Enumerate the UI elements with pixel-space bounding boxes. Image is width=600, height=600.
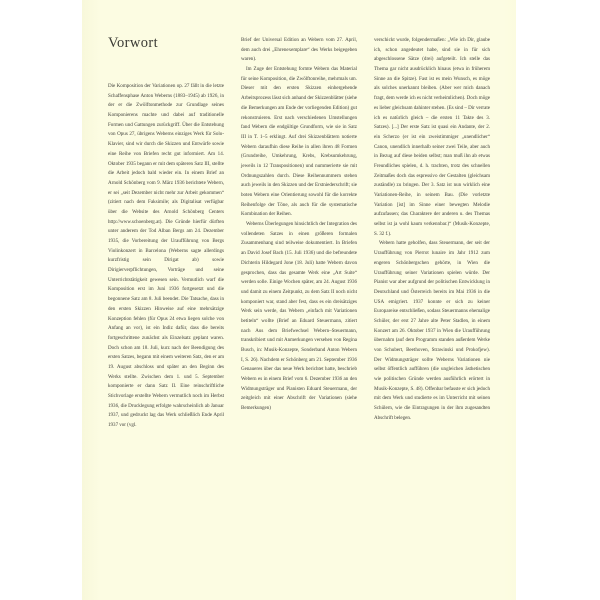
paragraph: Die Komposition der Variationen op. 27 fällt in die letzte Schaffensphase Anton Weberns (1883–1945) ab 1926, in der er die Zwölftonmethode zur Grundlage seines Komponierens machte und dabei auf traditionelle Formen und Gattungen zurückgriff. Über die Entstehung von Opus 27, übrigens Weberns einziges Werk für Solo-Klavier, sind wir durch die Skizzen und Entwürfe sowie eine Reihe von Briefen recht gut informiert. Am 14. Oktober 1935 begann er mit dem späteren Satz III, stellte die Arbeit jedoch bald wieder ein. In einem Brief an Arnold Schönberg vom 9. März 1936 berichtete Webern, er sei „seit Dezember nicht mehr zur Arbeit gekommen“ (zitiert nach dem Faksimile; als Digitalisat verfügbar über die Website des Arnold Schönberg Centers http://www.schoenberg.at). Die Gründe hierfür dürften unter anderem der Tod Alban Bergs am 24. Dezember 1935, die Vorbereitung der Uraufführung von Bergs Violinkonzert in Barcelona (Weberns sagte allerdings kurzfristig sein Dirigat ab) sowie Dirigierverpflichtungen, Vorträge und seine Unterrichtstätigkeit gewesen sein. Vermutlich warf die Komposition erst im Juni 1936 fortgesetzt und die begonnene Satz am 8. Juli beendet. Die Tatsache, dass in den ersten Skizzen Hinweise auf eine mehrsätzige Konzeption fehlen (für Opus 24 etwa liegen solche von Anfang an vor), ist ein Indiz dafür, dass die bereits fortgeschrittene zunächst als Einzelsatz geplant waren. Doch schon am 18. Juli, kurz nach der Beendigung des ersten Satzes, begann mit einem weiteren Satz, den er am 19. August abschloss und später an den Beginn des Werks stellte. Zwischen dem 1. und 5. September komponierte er dann Satz II. Eine reinschriftliche Stichvorlage erstellte Webern vermutlich noch im Herbst 1936, die Drucklegung erfolgte wahrscheinlich ab Januar 1937, und gedruckt lag das Werk schließlich Ende April 1937 vor (vgl. xyxy=(108,83,224,429)
paper-edge-shading-right xyxy=(502,0,516,600)
text-column-1 xyxy=(108,82,224,431)
paragraph: Im Zuge der Entstehung formte Webern das Material für seine Komposition, die Zwölftonreihe, mehrmals um. Dieser mit den ersten Skizzen einhergehende Arbeitsprozess lässt sich anhand der Skizzenblätter (siehe die Bemerkungen am Ende der vorliegenden Edition) gut rekonstruieren. Erst nach verschiedenen Umstellungen fand Webern die endgültige Grundform, wie sie in Satz III in T. 1–5 erklingt. Auf drei Skizzenblättern notierte Webern daraufhin diese Reihe in allen ihren 48 Formen (Grundreihe, Umkehrung, Krebs, Krebsumkehrung, jeweils in 12 Transpositionen) und nummerierte sie mit Ordnungszahlen durch. Diese Reihennummern stehen auch jeweils in den Skizzen und der Erstniederschrift; sie boten Webern eine Orientierung sowohl für die korrekte Reihenfolge der Töne, als auch für die systematische Kombination der Reihen. xyxy=(241,66,358,218)
page-content-area xyxy=(108,36,490,546)
paper-edge-shading-left xyxy=(82,0,100,600)
paragraph: Weberns Überlegungen hinsichtlich der Integration des vollendeten Satzes in einen größeren formalen Zusammenhang sind teilweise dokumentiert. In Briefen an David Josef Bach (15. Juli 1936) und die befreundete Dichterin Hildegard Jone (18. Juli) hatte Webern davon gesprochen, dass das gesamte Werk eine „Art Suite“ werden solle. Einige Wochen später, am 24. August 1936 und damit zu einem Zeitpunkt, zu dem Satz II noch nicht komponiert war, stand aber fest, dass es ein dreisätziges Werk sein werde, das Webern „einfach mit Variationen betiteln“ wollte (Brief an Eduard Steuermann, zitiert nach Aus dem Briefwechsel Webern–Steuermann, transkribiert und mit Anmerkungen versehen von Regina Busch, in: Musik-Konzepte, Sonderband Anton Webern I, S. 26). Nachdem er Schönberg am 21. September 1936 Genaueres über das neue Werk berichtet hatte, beschrieb Webern es in einem Brief vom 6. Dezember 1936 an den Widmungsträger und Pianisten Eduard Steuermann, der zeitgleich mit einer Abschrift der Variationen (siehe Bemerkungen) xyxy=(241,221,357,412)
paper-sheet xyxy=(82,0,516,600)
paragraph: Webern hatte geholfen, dass Steuermann, der seit der Uraufführung von Pierrot lunaire im Jahr 1912 zum engeren Schönbergschen gehörte, in Wien die Uraufführung seiner Variationen spielen würde. Der Pianist war aber aufgrund der politischen Entwicklung in Deutschland und Österreich bereits im Mai 1936 in die USA emigriert. 1937 konnte er sich zu keiner Europareise entschließen, sodass Steuermanns ehemalige Schüler, der erst 27 Jahre alte Peter Stadlen, in einem Konzert am 26. Oktober 1937 in Wien die Uraufführung übernahm (auf dem Programm standen außerdem Werke von Schubert, Beethoven, Strawinski und Prokofjew). Der Widmungsträger sollte Weberns Variationen nie selbst öffentlich aufführen (die ungleichen ästhetischen wie politischen Gründe werden ausführlich erörtert in Musik-Konzepte, S. 48). Offenbar befasste er sich jedoch mit dem Werk und studierte es im Unterricht mit seinen Schülern, wie die Eintragungen in der ihm zugesandten Abschrift belegen. xyxy=(374,240,490,421)
column-3-body xyxy=(374,36,490,424)
text-column-2 xyxy=(241,37,358,414)
column-2-body xyxy=(241,36,357,414)
text-column-3 xyxy=(374,37,490,424)
page-title: Vorwort xyxy=(108,35,159,51)
column-1-body xyxy=(108,82,224,431)
paragraph: verschickt wurde, folgendermaßen: „Wie ich Dir, glaube ich, schon angedeutet habe, sind sie in für sich abgeschlossene Sätze (drei) aufgeteilt. Ich stelle das Thema gar nicht ausdrücklich hinaus (etwa in früherem Sinne an die Spitze). Fast ist es mein Wunsch, es möge als solches unerkannt bleiben. (Aber wer mich danach fragt, dem werde ich es nicht verheimlichen). Doch möge es lieber gleichsam dahinter stehen. (Es sind – Dir verrate ich es natürlich gleich – die ersten 11 Takte des 3. Satzes). [...] Der erste Satz ist quasi ein Andante, der 2. ein Scherzo (er ist ein zweistimmiger „unendlicher“ Canon, unendlich innerhalb seiner zwei Teile, aber auch in Bezug auf diese beiden selbst; man muß ihn ab etwas Freundliches spielen, d. h. trachten, trotz des schnellen Zeitmaßes doch das espressivo der Gestalten (gleichsam zuständle) zu bringen. Der 3. Satz ist nun wirklich eine Variationen-Reihe, in seinem Bau. (Die vorletzte Variation [ist] im Sinne einer bewegten Melodie aufzufassen; das Charaktere der anderen u. des Themas selbst ist ja wohl kaum verkennbar.)“ (Musik-Konzepte, S. 32 f.). xyxy=(374,37,490,237)
paragraph: Brief der Universal Edition an Webern vom 27. April, dem auch drei „Ehrenexemplare“ des Werks beigegeben waren). xyxy=(241,37,357,63)
